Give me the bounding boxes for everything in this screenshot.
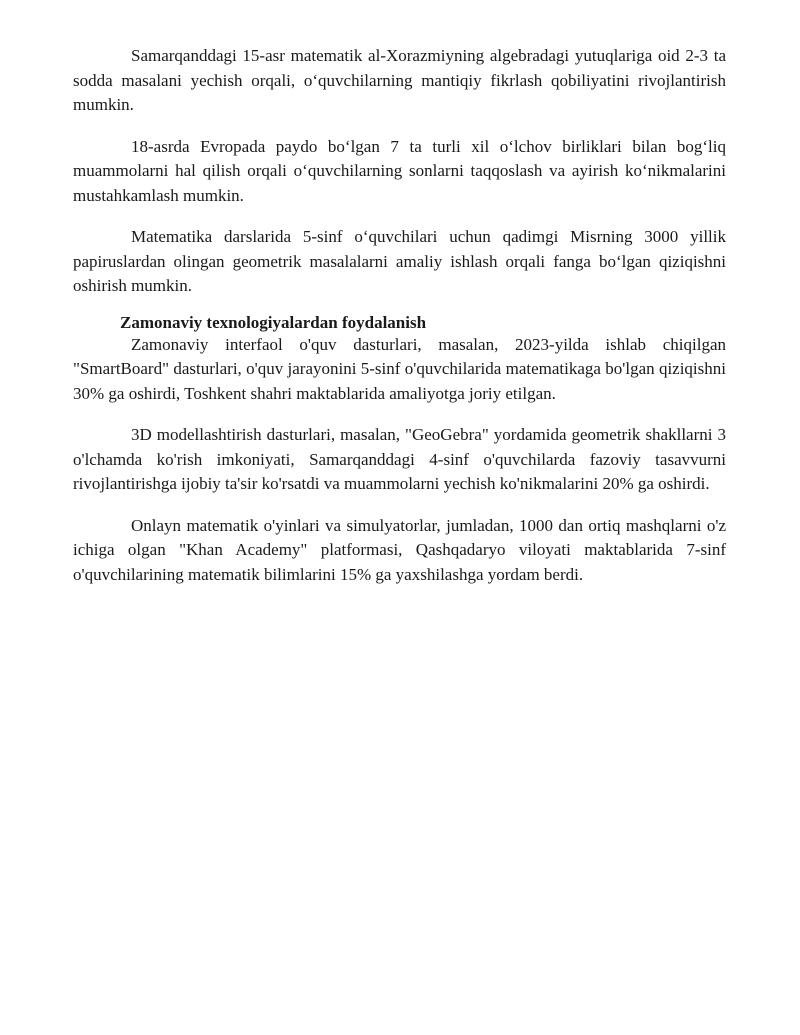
document-body bbox=[73, 44, 726, 604]
section-heading: Zamonaviy texnologiyalardan foydalanish bbox=[120, 312, 427, 332]
paragraph-geogebra: 3D modellashtirish dasturlari, masalan, "GeoGebra" yordamida geometrik shakllarni 3 o'lchamda ko'rish imkoniyati, Samarqanddagi 4-sinf o'quvchilarda fazoviy tasavvurni rivojlantirishga ijobiy ta'sir ko'rsatdi va muammolarni yechish ko'nikmalarini 20% ga oshirdi. bbox=[73, 425, 726, 493]
paragraph-khan-academy: Onlayn matematik o'yinlari va simulyatorlar, jumladan, 1000 dan ortiq mashqlarni o'z ichiga olgan "Khan Academy" platformasi, Qashqadaryo viloyati maktablarida 7-sinf o'quvchilarining matematik bilimlarini 15% ga yaxshilashga yordam berdi. bbox=[73, 515, 726, 584]
paragraph-al-xorazmiy: Samarqanddagi 15-asr matematik al-Xorazmiyning algebradagi yutuqlariga oid 2-3 ta sodda masalani yechish orqali, o‘quvchilarning mantiqiy fikrlash qobiliyatini rivojlantirish mumkin. bbox=[73, 46, 726, 114]
paragraph-smartboard: Zamonaviy interfaol o'quv dasturlari, masalan, 2023-yilda ishlab chiqilgan "SmartBoard" dasturlari, o'quv jarayonini 5-sinf o'quvchilarida matematikaga bo'lgan qiziqishni 30% ga oshirdi, Toshkent shahri maktablarida amaliyotga joriy etilgan. bbox=[73, 334, 726, 403]
paragraph-misr-papiruslari: Matematika darslarida 5-sinf o‘quvchilari uchun qadimgi Misrning 3000 yillik papiruslardan olingan geometrik masalalarni amaliy ishlash orqali fanga bo‘lgan qiziqishni oshirish mumkin. bbox=[73, 227, 726, 295]
paragraph-olchov-birliklari: 18-asrda Evropada paydo bo‘lgan 7 ta turli xil o‘lchov birliklari bilan bog‘liq muammolarni hal qilish orqali o‘quvchilarning sonlarni taqqoslash va ayirish ko‘nikmalarini mustahkamlash mumkin. bbox=[73, 136, 726, 205]
